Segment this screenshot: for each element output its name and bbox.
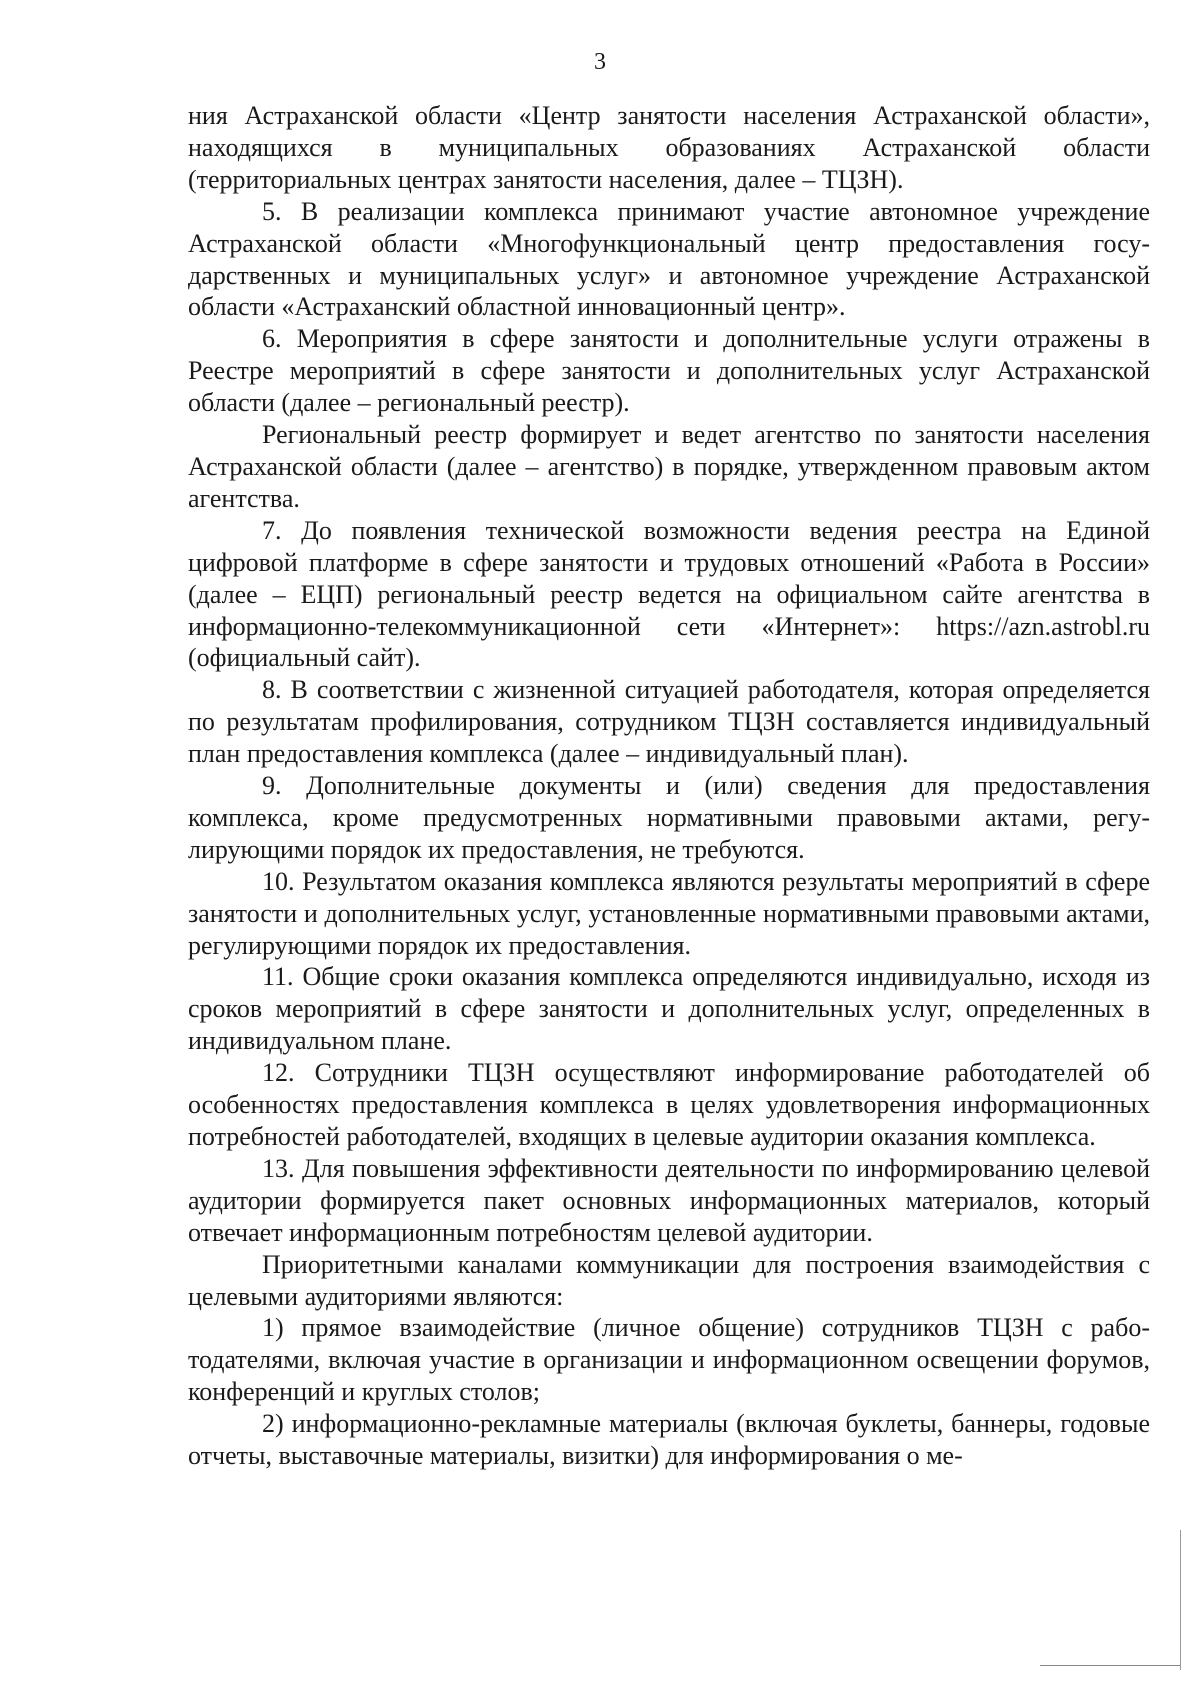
document-body <box>188 100 1150 1472</box>
paragraph-item-6: 6. Мероприятия в сфере занятости и дополнительные услуги отражены в Реестре мероприятий в сфере занятости и дополнительных услуг Астраханской области (далее – региональный реестр). <box>188 324 1150 418</box>
paragraph-item-11: 11. Общие сроки оказания комплекса определяются индивидуально, исходя из сроков мероприятий в сфере занятости и дополнительных услуг, определенных в индивидуальном плане. <box>188 962 1150 1056</box>
paragraph-item-12: 12. Сотрудники ТЦЗН осуществляют информирование работодателей об особенностях предоставления комплекса в целях удовлетворения информационных потребностей работодателей, входящих в целевые аудитории оказания комплекса. <box>188 1058 1150 1151</box>
paragraph-item-8: 8. В соответствии с жизненной ситуацией работодателя, которая определяется по результатам профилирования, сотрудником ТЦЗН составляется индивидуальный план предоставления комплекса (далее – индивидуальный план). <box>188 675 1150 769</box>
paragraph-item-10: 10. Результатом оказания комплекса являются результаты мероприятий в сфере занятости и дополнительных услуг, установленные нормативными правовыми актами, регулирующими порядок их предоставления. <box>188 866 1150 960</box>
list-item-1: 1) прямое взаимодействие (личное общение) сотрудников ТЦЗН с работодателями, включая участие в организации и информационном освещении форумов, конференций и круглых столов; <box>188 1313 1150 1407</box>
scan-edge-line <box>1040 1665 1180 1666</box>
paragraph-item-9: 9. Дополнительные документы и (или) сведения для предоставления комплекса, кроме предусмотренных нормативными правовыми актами, регулирующими порядок их предоставления, не требуются. <box>188 771 1150 864</box>
paragraph-priority-channels: Приоритетными каналами коммуникации для построения взаимодействия с целевыми аудиториями являются: <box>188 1249 1150 1311</box>
scan-edge-line-vertical <box>1180 1530 1181 1670</box>
page-number: 3 <box>594 49 606 75</box>
list-item-2: 2) информационно-рекламные материалы (включая буклеты, баннеры, годовые отчеты, выставочные материалы, визитки) для информирования о ме- <box>188 1409 1150 1471</box>
paragraph-item-13: 13. Для повышения эффективности деятельности по информированию целевой аудитории формируется пакет основных информационных материалов, который отвечает информационным потребностям целевой аудитории. <box>188 1153 1150 1247</box>
paragraph-item-5: 5. В реализации комплекса принимают участие автономное учреждение Астраханской области «Многофункциональный центр предоставления государственных и муниципальных услуг» и автономное учреждение Астраханской области «Астраханский областной инновационный центр». <box>188 196 1150 322</box>
paragraph-continuation: ния Астраханской области «Центр занятости населения Астраханской области», находящихся в муниципальных образованиях Астраханской области (территориальных центрах занятости населения, далее – ТЦЗН). <box>188 101 1150 194</box>
paragraph-item-7: 7. До появления технической возможности ведения реестра на Единой цифровой платформе в сфере занятости и трудовых отношений «Работа в России» (далее – ЕЦП) региональный реестр ведется на официальном сайте агентства в информационно-телекоммуникационной сети «Интернет»: https://azn.astrobl.ru (официальный сайт). <box>188 515 1150 673</box>
paragraph-regional-registry: Региональный реестр формирует и ведет агентство по занятости населения Астраханской области (далее – агентство) в порядке, утвержденном правовым актом агентства. <box>188 420 1150 513</box>
